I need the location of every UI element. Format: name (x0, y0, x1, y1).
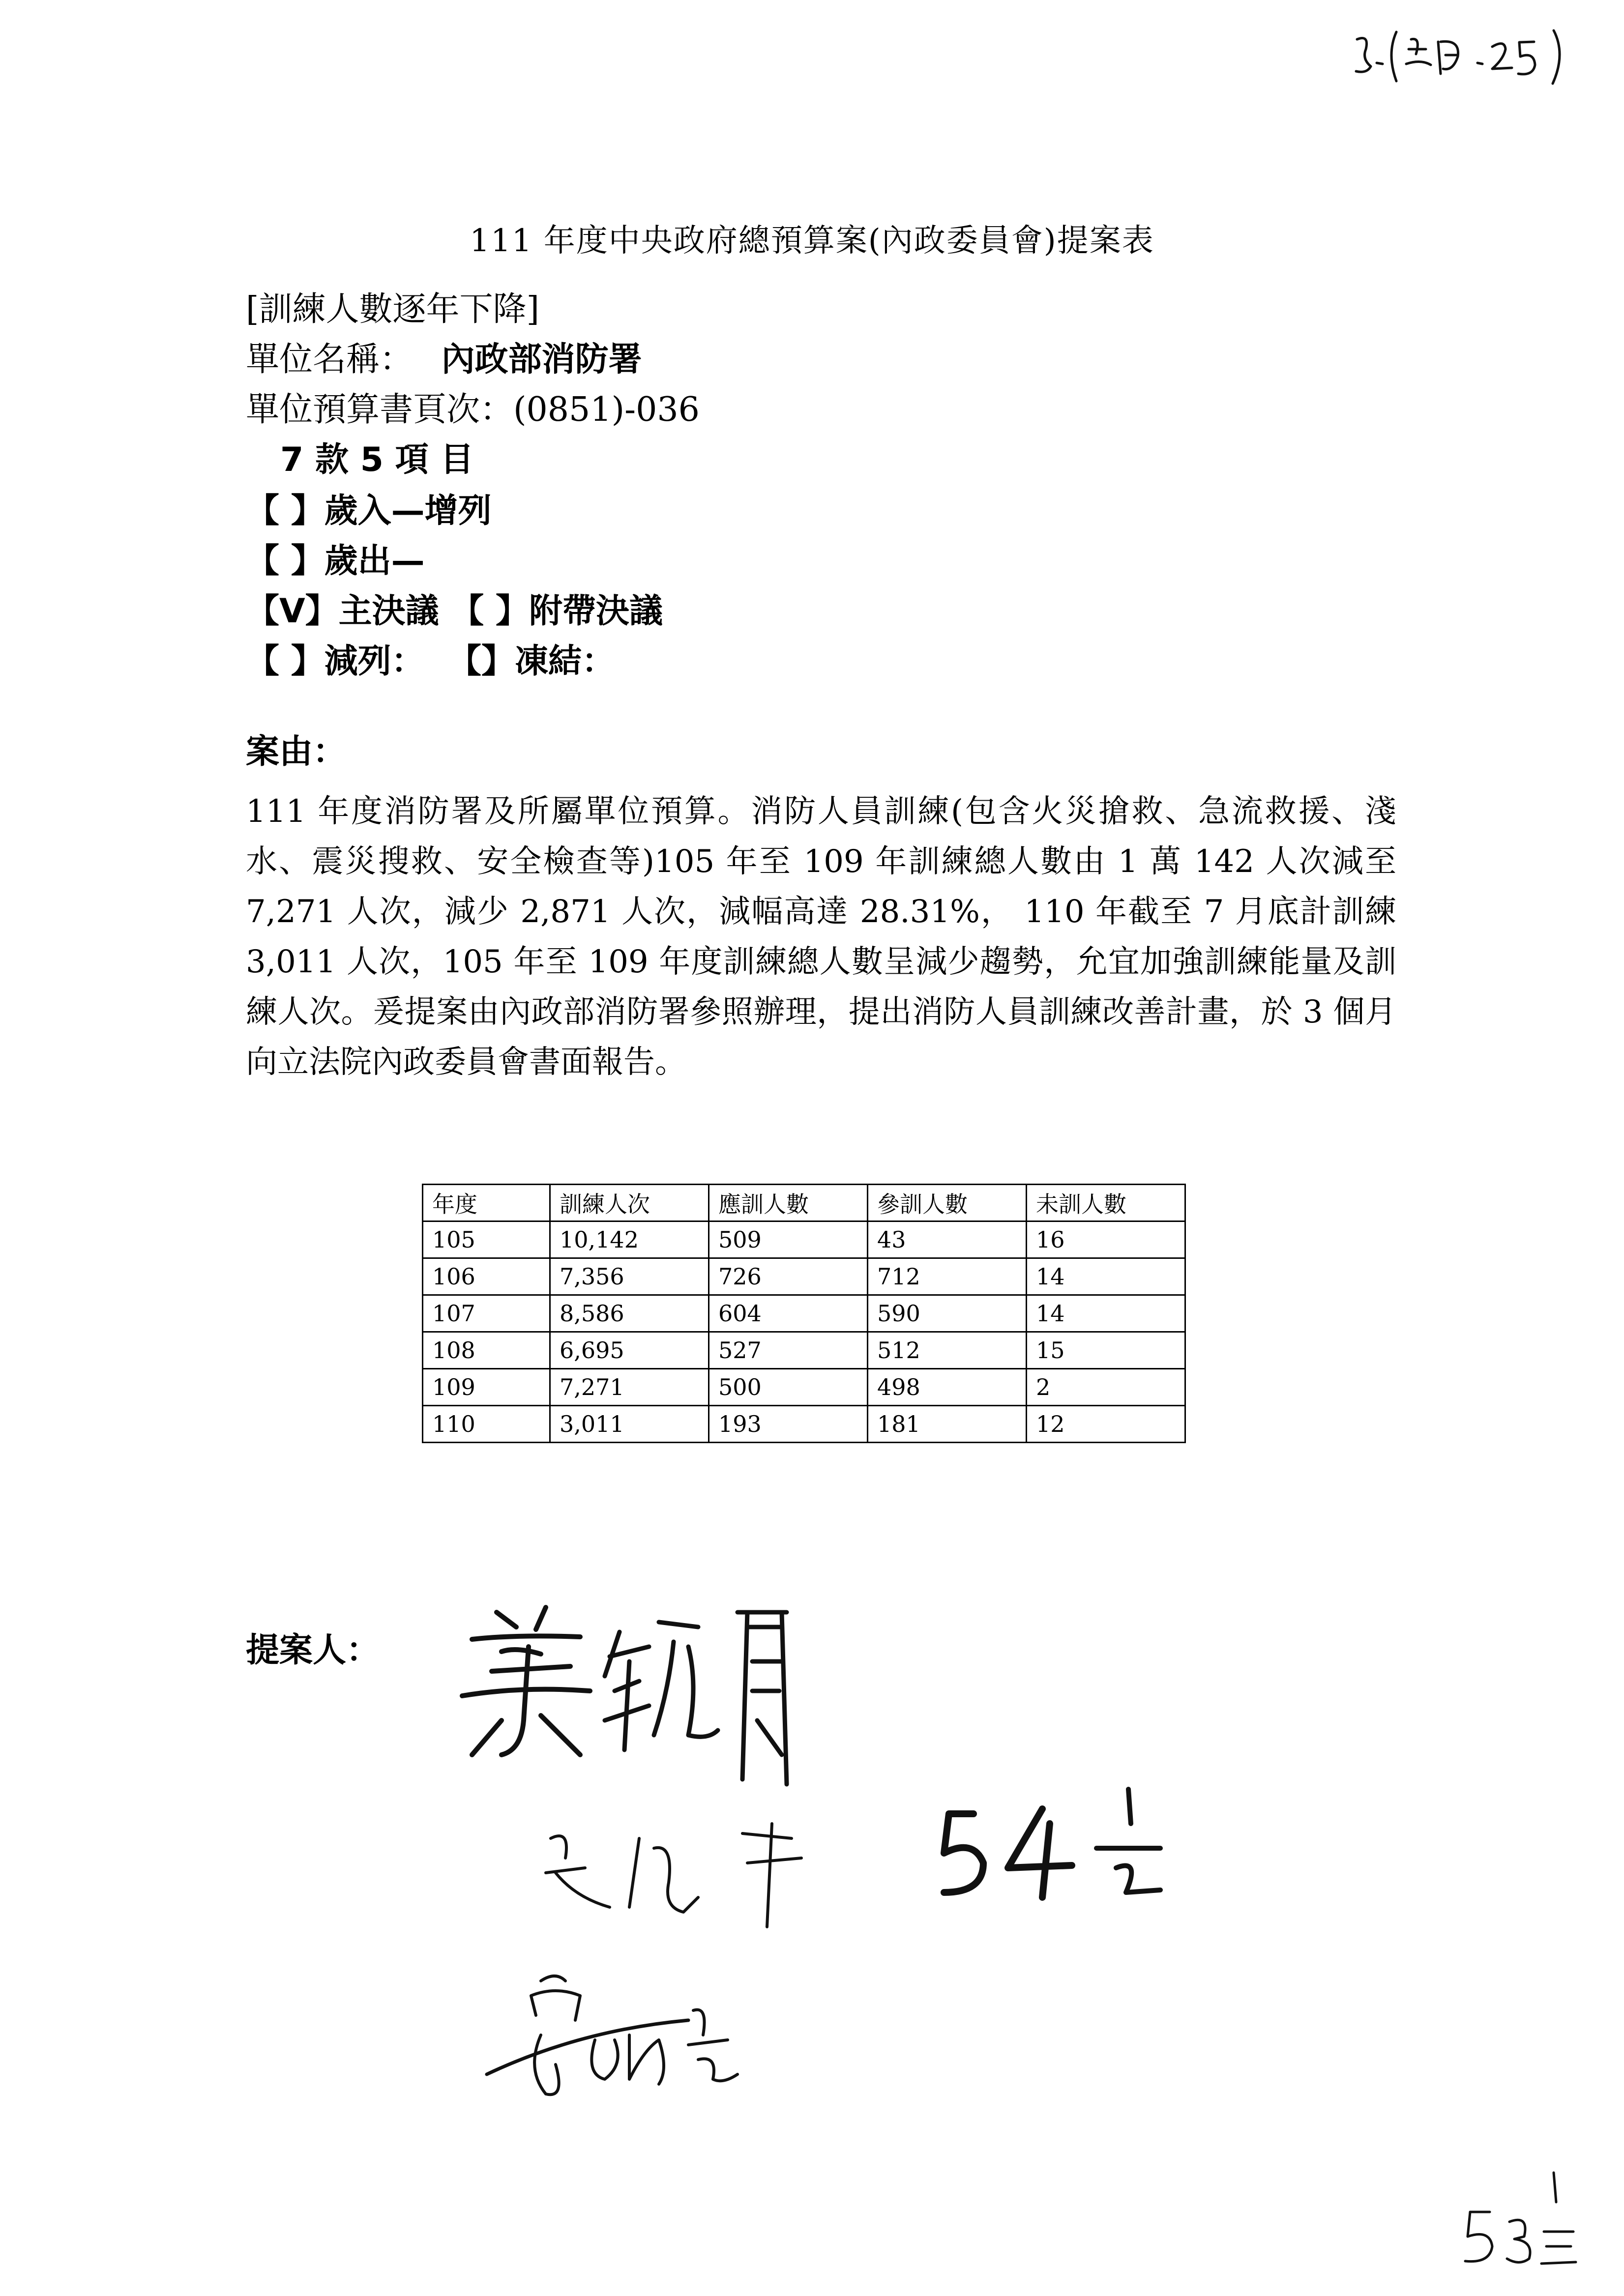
header-year: 年度 (423, 1185, 550, 1221)
signature-2 (536, 1809, 841, 1937)
table-cell: 7,271 (550, 1369, 709, 1406)
page-number-drawing (929, 1784, 1185, 1912)
table-cell: 527 (709, 1332, 868, 1369)
handwritten-reference (1347, 20, 1583, 93)
table-cell: 7,356 (550, 1258, 709, 1295)
table-row (423, 1369, 1185, 1406)
header-untrained: 未訓人數 (1027, 1185, 1185, 1221)
table-row (423, 1258, 1185, 1295)
table-cell: 43 (868, 1221, 1027, 1258)
signature-1 (443, 1593, 816, 1789)
header-required: 應訓人數 (709, 1185, 868, 1221)
page-title: 111 年度中央政府總預算案(內政委員會)提案表 (470, 223, 1154, 259)
handwritten-reference-drawing (1347, 20, 1583, 93)
table-cell: 14 (1027, 1258, 1185, 1295)
option-reduce-freeze: 【 】減列： 【】凍結： (246, 642, 616, 681)
table-row (423, 1295, 1185, 1332)
table-cell: 726 (709, 1258, 868, 1295)
table-cell: 2 (1027, 1369, 1185, 1406)
table-cell: 193 (709, 1406, 868, 1443)
table-cell: 108 (423, 1332, 550, 1369)
table-row (423, 1406, 1185, 1443)
corner-page-mark (1455, 2158, 1583, 2271)
unit-name-line (246, 340, 642, 379)
table-cell: 14 (1027, 1295, 1185, 1332)
option-expenditure: 【 】歲出— (246, 542, 425, 581)
table-cell: 712 (868, 1258, 1027, 1295)
table-cell: 590 (868, 1295, 1027, 1332)
option-main-resolution: 【V】主決議 【 】附帶決議 (246, 592, 663, 631)
table-cell: 3,011 (550, 1406, 709, 1443)
table-cell: 8,586 (550, 1295, 709, 1332)
table-cell: 105 (423, 1221, 550, 1258)
table-cell: 15 (1027, 1332, 1185, 1369)
table-cell: 107 (423, 1295, 550, 1332)
header-training-count: 訓練人次 (550, 1185, 709, 1221)
option-revenue-increase: 【 】歲入—增列 (246, 492, 492, 530)
proposer-label: 提案人： (246, 1631, 380, 1670)
table-cell: 6,695 (550, 1332, 709, 1369)
table-cell: 12 (1027, 1406, 1185, 1443)
table-cell: 498 (868, 1369, 1027, 1406)
table-cell: 109 (423, 1369, 550, 1406)
table-cell: 10,142 (550, 1221, 709, 1258)
unit-name-value: 內政部消防署 (441, 340, 642, 379)
table-cell: 509 (709, 1221, 868, 1258)
reason-heading: 案由： (246, 732, 347, 771)
table-cell: 181 (868, 1406, 1027, 1443)
table-cell: 604 (709, 1295, 868, 1332)
table-cell: 16 (1027, 1221, 1185, 1258)
table-header-row (423, 1185, 1185, 1221)
header-attended: 參訓人數 (868, 1185, 1027, 1221)
unit-name-label: 單位名稱： (246, 340, 413, 379)
table-cell: 512 (868, 1332, 1027, 1369)
reason-body: 111 年度消防署及所屬單位預算。消防人員訓練(包含火災搶救、急流救援、淺水、震災搜救、安全檢查等)105 年至 109 年訓練總人數由 1 萬 142 人次減至 7,271 人次，減少 2,871 人次，減幅高達 28.31%， 110 年截至 7 月底計訓練 3,011 人次，105 年至 109 年度訓練總人數呈減少趨勢，允宜加強訓練能量及訓練人次。爰提案由內政部消防署參照辦理，提出消防人員訓練改善計畫，於 3 個月向立法院內政委員會書面報告。 (246, 793, 1396, 1080)
table-row (423, 1221, 1185, 1258)
item-reference: 7 款 5 項 目 (280, 440, 474, 479)
training-table (422, 1184, 1186, 1443)
signature-3 (482, 1951, 797, 2119)
table-cell: 110 (423, 1406, 550, 1443)
budget-page-reference: 單位預算書頁次：(0851)-036 (246, 390, 700, 429)
table-cell: 106 (423, 1258, 550, 1295)
proposal-topic: [訓練人數逐年下降] (246, 290, 540, 329)
table-row (423, 1332, 1185, 1369)
table-cell: 500 (709, 1369, 868, 1406)
